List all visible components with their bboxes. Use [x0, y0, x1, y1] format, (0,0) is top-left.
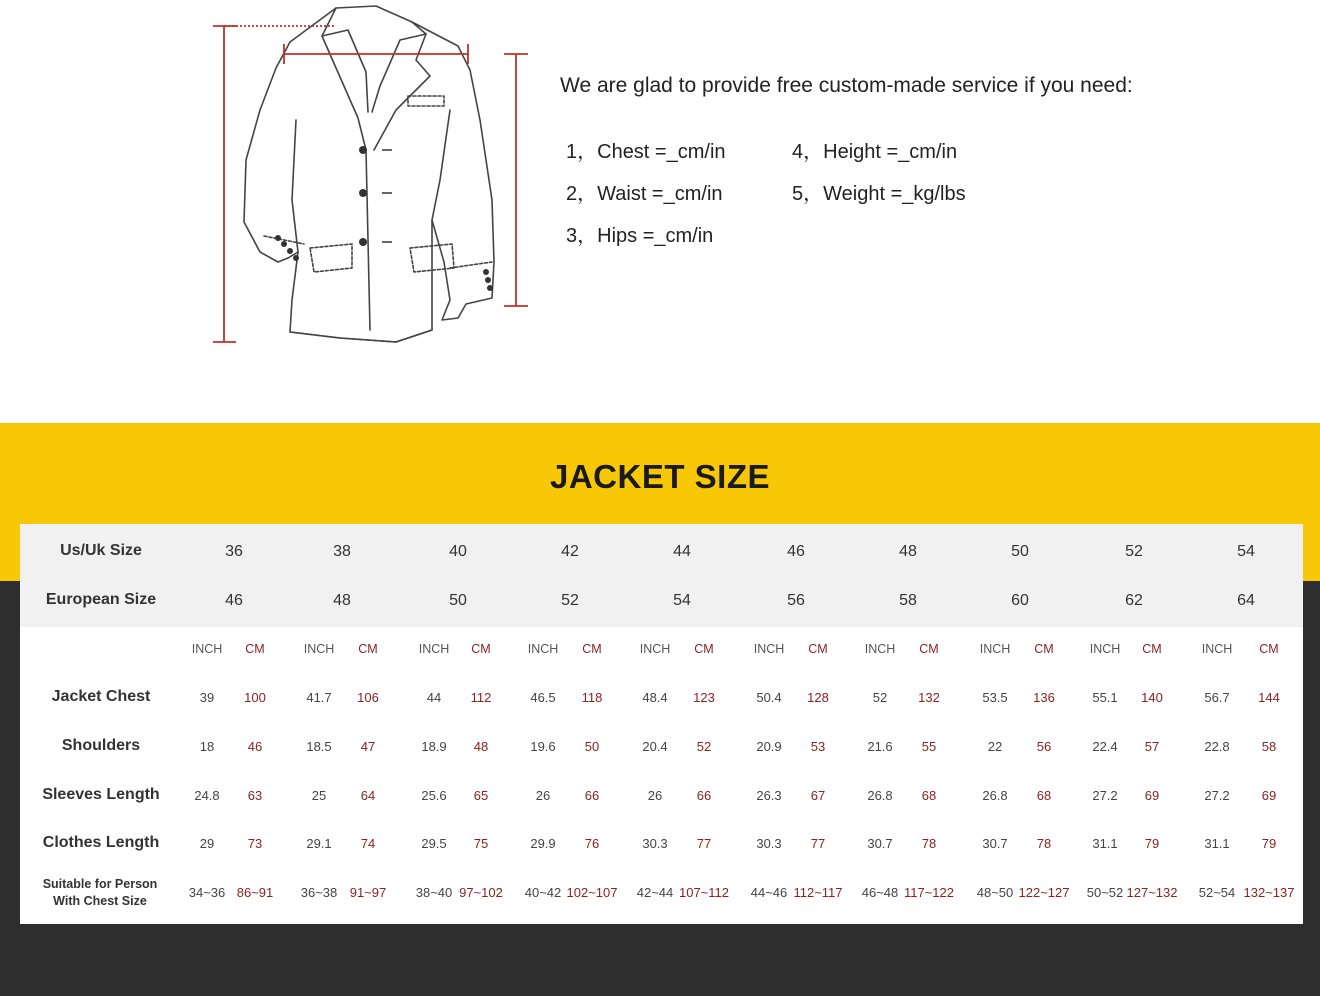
- cm-value-cell: 112~117: [793, 885, 843, 900]
- inch-value-cell: 56.7: [1204, 690, 1230, 705]
- us-uk-size-label: Us/Uk Size: [60, 542, 142, 559]
- cm-value-cell: 78: [921, 836, 937, 851]
- inch-value-cell: 19.6: [530, 739, 556, 754]
- cm-value-cell: 58: [1261, 739, 1277, 754]
- cm-value-cell: 77: [696, 836, 712, 851]
- inch-value-cell: 29: [199, 836, 215, 851]
- cm-value-cell: 74: [360, 836, 376, 851]
- cm-value-cell: 76: [584, 836, 600, 851]
- us-uk-size-cell: 38: [333, 543, 351, 560]
- us-uk-size-cell: 54: [1237, 543, 1255, 560]
- custom-service-intro: We are glad to provide free custom-made service if you need:: [560, 74, 1133, 97]
- unit-inch-header: INCH: [864, 642, 896, 656]
- cm-value-cell: 69: [1144, 788, 1160, 803]
- cm-value-cell: 127~132: [1126, 885, 1178, 900]
- us-uk-size-cell: 48: [899, 543, 917, 560]
- cm-value-cell: 86~91: [236, 885, 274, 900]
- cm-value-cell: 52: [696, 739, 712, 754]
- custom-service-section: [0, 0, 1320, 423]
- european-size-cell: 48: [333, 592, 351, 609]
- cm-value-cell: 69: [1261, 788, 1277, 803]
- inch-value-cell: 29.9: [530, 836, 556, 851]
- unit-cm-header: CM: [582, 642, 602, 656]
- european-size-cell: 58: [899, 592, 917, 609]
- inch-value-cell: 26.3: [756, 788, 782, 803]
- us-uk-size-cell: 36: [225, 543, 243, 560]
- row-label: Clothes Length: [42, 834, 160, 851]
- inch-value-cell: 26: [535, 788, 551, 803]
- cm-value-cell: 122~127: [1018, 885, 1070, 900]
- measure-chest: 1，Chest =_cm/in: [566, 141, 726, 163]
- cm-value-cell: 107~112: [678, 885, 729, 900]
- us-uk-size-cell: 52: [1125, 543, 1143, 560]
- cm-value-cell: 132: [918, 690, 940, 705]
- inch-value-cell: 26.8: [982, 788, 1008, 803]
- inch-value-cell: 25: [311, 788, 327, 803]
- unit-inch-header: INCH: [979, 642, 1011, 656]
- cm-value-cell: 53: [810, 739, 826, 754]
- inch-value-cell: 24.8: [194, 788, 220, 803]
- row-label: Shoulders: [61, 737, 141, 754]
- inch-value-cell: 27.2: [1092, 788, 1118, 803]
- inch-value-cell: 27.2: [1204, 788, 1230, 803]
- cm-value-cell: 57: [1144, 739, 1160, 754]
- measure-weight: 5，Weight =_kg/lbs: [792, 183, 966, 205]
- inch-value-cell: 46.5: [530, 690, 556, 705]
- unit-inch-header: INCH: [1089, 642, 1121, 656]
- cm-value-cell: 106: [357, 690, 379, 705]
- cm-value-cell: 91~97: [349, 885, 387, 900]
- unit-inch-header: INCH: [527, 642, 559, 656]
- cm-value-cell: 118: [581, 690, 603, 705]
- inch-value-cell: 30.3: [642, 836, 668, 851]
- inch-value-cell: 40~42: [524, 885, 562, 900]
- european-size-cell: 62: [1125, 592, 1143, 609]
- us-uk-size-cell: 42: [561, 543, 579, 560]
- row-label: Suitable for Person With Chest Size: [42, 877, 158, 908]
- inch-value-cell: 22: [987, 739, 1003, 754]
- european-size-cell: 52: [561, 592, 579, 609]
- inch-value-cell: 29.5: [421, 836, 447, 851]
- inch-value-cell: 18: [199, 739, 215, 754]
- cm-value-cell: 112: [470, 690, 492, 705]
- cm-value-cell: 78: [1036, 836, 1052, 851]
- cm-value-cell: 48: [473, 739, 489, 754]
- inch-value-cell: 44: [426, 690, 442, 705]
- european-size-cell: 56: [787, 592, 805, 609]
- row-label: Jacket Chest: [51, 688, 151, 705]
- us-uk-size-cell: 44: [673, 543, 691, 560]
- european-size-label: European Size: [45, 591, 157, 608]
- unit-cm-header: CM: [919, 642, 939, 656]
- measure-height: 4，Height =_cm/in: [792, 141, 958, 163]
- measure-hips: 3，Hips =_cm/in: [566, 225, 714, 247]
- european-size-cell: 46: [225, 592, 243, 609]
- inch-value-cell: 31.1: [1092, 836, 1118, 851]
- cm-value-cell: 56: [1036, 739, 1052, 754]
- cm-value-cell: 55: [921, 739, 937, 754]
- unit-cm-header: CM: [471, 642, 491, 656]
- cm-value-cell: 79: [1261, 836, 1277, 851]
- european-size-cell: 54: [673, 592, 691, 609]
- cm-value-cell: 50: [584, 739, 600, 754]
- measure-waist: 2，Waist =_cm/in: [566, 183, 723, 205]
- inch-value-cell: 26: [647, 788, 663, 803]
- inch-value-cell: 29.1: [306, 836, 332, 851]
- inch-value-cell: 30.7: [867, 836, 893, 851]
- cm-value-cell: 140: [1141, 690, 1163, 705]
- unit-cm-header: CM: [1259, 642, 1279, 656]
- row-label: Sleeves Length: [42, 786, 160, 803]
- cm-value-cell: 132~137: [1243, 885, 1295, 900]
- inch-value-cell: 48.4: [642, 690, 668, 705]
- inch-value-cell: 30.7: [982, 836, 1008, 851]
- inch-value-cell: 52~54: [1198, 885, 1236, 900]
- inch-value-cell: 38~40: [415, 885, 453, 900]
- unit-cm-header: CM: [245, 642, 265, 656]
- cm-value-cell: 123: [693, 690, 715, 705]
- size-chart-table: [20, 524, 1303, 924]
- cm-value-cell: 46: [247, 739, 263, 754]
- unit-inch-header: INCH: [1201, 642, 1233, 656]
- cm-value-cell: 79: [1144, 836, 1160, 851]
- cm-value-cell: 63: [247, 788, 263, 803]
- cm-value-cell: 102~107: [566, 885, 618, 900]
- cm-value-cell: 136: [1033, 690, 1055, 705]
- size-header-band: [20, 524, 1303, 627]
- unit-inch-header: INCH: [639, 642, 671, 656]
- inch-value-cell: 50~52: [1086, 885, 1124, 900]
- inch-value-cell: 41.7: [306, 690, 332, 705]
- inch-value-cell: 46~48: [861, 885, 899, 900]
- cm-value-cell: 68: [1036, 788, 1052, 803]
- cm-value-cell: 77: [810, 836, 826, 851]
- cm-value-cell: 66: [584, 788, 600, 803]
- cm-value-cell: 73: [247, 836, 263, 851]
- cm-value-cell: 66: [696, 788, 712, 803]
- unit-inch-header: INCH: [191, 642, 223, 656]
- jacket-diagram-icon: [200, 0, 540, 350]
- unit-inch-header: INCH: [753, 642, 785, 656]
- cm-value-cell: 64: [360, 788, 376, 803]
- inch-value-cell: 18.5: [306, 739, 332, 754]
- cm-value-cell: 65: [473, 788, 489, 803]
- inch-value-cell: 52: [872, 690, 888, 705]
- us-uk-size-cell: 40: [449, 543, 467, 560]
- inch-value-cell: 50.4: [756, 690, 782, 705]
- us-uk-size-cell: 50: [1011, 543, 1029, 560]
- inch-value-cell: 34~36: [188, 885, 226, 900]
- cm-value-cell: 67: [810, 788, 826, 803]
- inch-value-cell: 25.6: [421, 788, 447, 803]
- unit-inch-header: INCH: [418, 642, 450, 656]
- unit-inch-header: INCH: [303, 642, 335, 656]
- european-size-cell: 64: [1237, 592, 1255, 609]
- cm-value-cell: 47: [360, 739, 376, 754]
- inch-value-cell: 22.8: [1204, 739, 1230, 754]
- unit-cm-header: CM: [694, 642, 714, 656]
- inch-value-cell: 53.5: [982, 690, 1008, 705]
- unit-cm-header: CM: [1142, 642, 1162, 656]
- european-size-cell: 50: [449, 592, 467, 609]
- cm-value-cell: 128: [807, 690, 829, 705]
- cm-value-cell: 144: [1258, 690, 1280, 705]
- unit-cm-header: CM: [358, 642, 378, 656]
- unit-cm-header: CM: [808, 642, 828, 656]
- cm-value-cell: 97~102: [459, 885, 503, 900]
- inch-value-cell: 44~46: [750, 885, 788, 900]
- inch-value-cell: 42~44: [636, 885, 674, 900]
- inch-value-cell: 22.4: [1092, 739, 1118, 754]
- inch-value-cell: 55.1: [1092, 690, 1118, 705]
- inch-value-cell: 20.4: [642, 739, 668, 754]
- inch-value-cell: 36~38: [300, 885, 338, 900]
- inch-value-cell: 30.3: [756, 836, 782, 851]
- cm-value-cell: 68: [921, 788, 937, 803]
- inch-value-cell: 18.9: [421, 739, 447, 754]
- inch-value-cell: 48~50: [976, 885, 1014, 900]
- inch-value-cell: 39: [199, 690, 215, 705]
- european-size-cell: 60: [1011, 592, 1029, 609]
- inch-value-cell: 21.6: [867, 739, 893, 754]
- inch-value-cell: 31.1: [1204, 836, 1230, 851]
- cm-value-cell: 100: [244, 690, 266, 705]
- inch-value-cell: 26.8: [867, 788, 893, 803]
- cm-value-cell: 75: [473, 836, 489, 851]
- cm-value-cell: 117~122: [903, 885, 954, 900]
- unit-cm-header: CM: [1034, 642, 1054, 656]
- inch-value-cell: 20.9: [756, 739, 782, 754]
- us-uk-size-cell: 46: [787, 543, 805, 560]
- size-chart-title: JACKET SIZE: [549, 458, 771, 495]
